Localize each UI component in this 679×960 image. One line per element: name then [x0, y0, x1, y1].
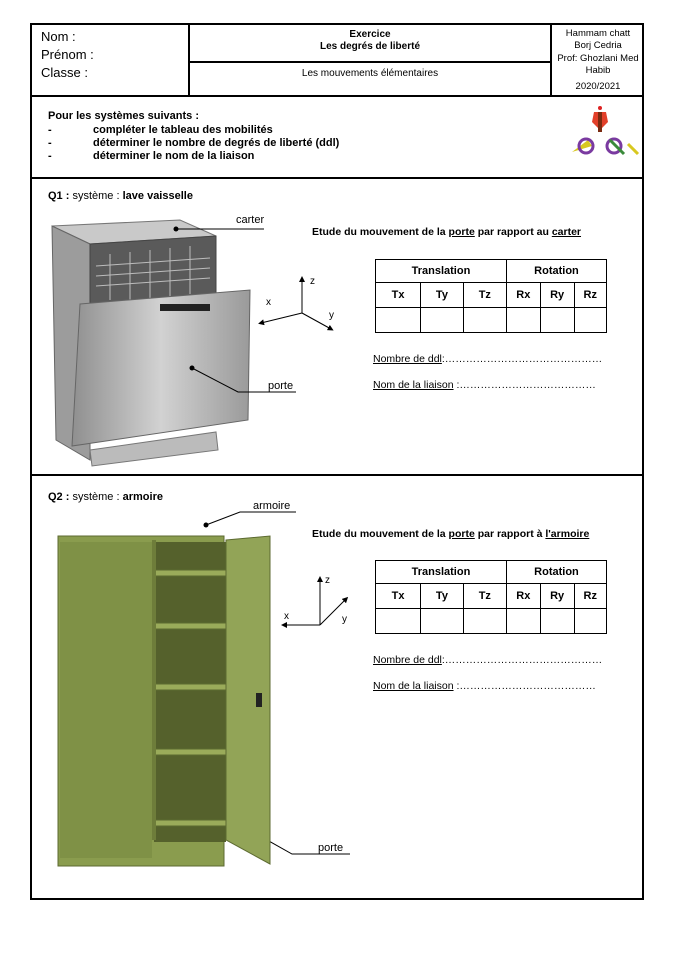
- ddl-label: Nombre de ddl: [373, 353, 442, 365]
- answer-cell[interactable]: [574, 609, 606, 634]
- table-column-header: Tx: [376, 584, 421, 609]
- q1-study-mid: par rapport au: [477, 226, 549, 238]
- table-column-header: Tz: [463, 584, 506, 609]
- answer-cell[interactable]: [463, 308, 506, 333]
- instruction-item: déterminer le nom de la liaison: [93, 150, 255, 162]
- answer-cell[interactable]: [574, 308, 606, 333]
- table-column-header: Rz: [574, 283, 606, 308]
- q1-ddl-line[interactable]: [373, 353, 602, 365]
- table-group-header: Rotation: [506, 260, 606, 283]
- field-nom: Nom :: [41, 29, 76, 44]
- instruction-item: déterminer le nombre de degrés de liberté (ddl): [93, 137, 340, 149]
- field-classe: Classe :: [41, 65, 88, 80]
- q1-part-top-label: carter: [236, 214, 265, 226]
- bullet-1: -: [48, 124, 52, 136]
- topic-title: Les mouvements élémentaires: [301, 68, 439, 79]
- q2-part-bottom-label: porte: [318, 842, 344, 854]
- answer-cell[interactable]: [540, 609, 574, 634]
- answer-cell[interactable]: [540, 308, 574, 333]
- answer-cell[interactable]: [506, 609, 540, 634]
- q1-study-part: porte: [448, 226, 475, 238]
- q1-system-name: lave vaisselle: [122, 190, 193, 202]
- answer-cell[interactable]: [421, 308, 464, 333]
- exercise-subtitle: Les degrés de liberté: [319, 41, 421, 52]
- q2-axis-y-label: y: [342, 614, 347, 625]
- q2-system-name: armoire: [122, 491, 163, 503]
- q1-axis-y-label: y: [329, 310, 334, 321]
- q2-label: Q2 :: [48, 491, 70, 503]
- ddl-label: Nombre de ddl: [373, 654, 442, 666]
- table-column-header: Tx: [376, 283, 421, 308]
- section-divider-2: [30, 474, 644, 476]
- q1-system-prefix: système :: [72, 190, 120, 202]
- instructions-title: Pour les systèmes suivants :: [48, 110, 200, 122]
- q2-ddl-line[interactable]: [373, 654, 602, 666]
- table-column-header: Tz: [463, 283, 506, 308]
- instruction-item: compléter le tableau des mobilités: [93, 124, 273, 136]
- bullet-3: -: [48, 150, 52, 162]
- q2-study-text: [312, 528, 589, 540]
- table-group-header: Rotation: [506, 561, 606, 584]
- ddl-dots: :………………………………………: [441, 654, 603, 666]
- exercise-title: Exercice: [349, 29, 391, 40]
- table-column-header: Rx: [506, 584, 540, 609]
- q2-heading: [48, 491, 163, 503]
- q2-study-mid: par rapport à: [477, 528, 543, 540]
- school-year: 2020/2021: [575, 81, 621, 92]
- q2-system-prefix: système :: [72, 491, 120, 503]
- table-column-header: Ty: [421, 584, 464, 609]
- field-prenom: Prénom :: [41, 47, 94, 62]
- liaison-label: Nom de la liaison: [373, 379, 454, 391]
- q2-liaison-line[interactable]: [373, 680, 596, 692]
- table-column-header: Rz: [574, 584, 606, 609]
- table-group-header: Translation: [376, 260, 507, 283]
- q2-axis-x-label: x: [284, 611, 289, 622]
- answer-cell[interactable]: [376, 609, 421, 634]
- q1-axis-z-label: z: [310, 276, 315, 287]
- cabinet-image: [56, 528, 276, 873]
- q2-axes-icon: [280, 575, 360, 635]
- answer-cell[interactable]: [421, 609, 464, 634]
- prof-name: Prof: Ghozlani Med: [557, 53, 639, 64]
- table-column-header: Ry: [540, 283, 574, 308]
- q1-study-prefix: Etude du mouvement de la: [312, 226, 446, 238]
- school-name: Hammam chatt: [565, 28, 631, 39]
- q1-study-ref: carter: [551, 226, 582, 238]
- table-column-header: Ry: [540, 584, 574, 609]
- liaison-dots: :…………………………………: [456, 379, 596, 391]
- table-group-header: Translation: [376, 561, 507, 584]
- table-column-header: Rx: [506, 283, 540, 308]
- liaison-label: Nom de la liaison: [373, 680, 454, 692]
- ddl-dots: :………………………………………: [441, 353, 603, 365]
- q1-part-bottom-label: porte: [268, 380, 294, 392]
- table-column-header: Ty: [421, 283, 464, 308]
- q2-study-ref: l'armoire: [545, 528, 590, 540]
- q2-study-prefix: Etude du mouvement de la: [312, 528, 446, 540]
- answer-cell[interactable]: [506, 308, 540, 333]
- q2-mobility-table: [375, 560, 607, 634]
- answer-cell[interactable]: [463, 609, 506, 634]
- q1-liaison-line[interactable]: [373, 379, 596, 391]
- answer-cell[interactable]: [376, 308, 421, 333]
- school-name-2: Borj Cedria: [574, 40, 622, 51]
- bullet-2: -: [48, 137, 52, 149]
- q2-axis-z-label: z: [325, 575, 330, 586]
- q1-label: Q1 :: [48, 190, 70, 202]
- liaison-dots: :…………………………………: [456, 680, 596, 692]
- q2-part-top-label: armoire: [253, 500, 291, 512]
- q1-axis-x-label: x: [266, 297, 271, 308]
- prof-name-2: Habib: [585, 65, 611, 76]
- q2-study-part: porte: [448, 528, 475, 540]
- q1-study-text: [312, 226, 581, 238]
- q1-mobility-table: [375, 259, 607, 333]
